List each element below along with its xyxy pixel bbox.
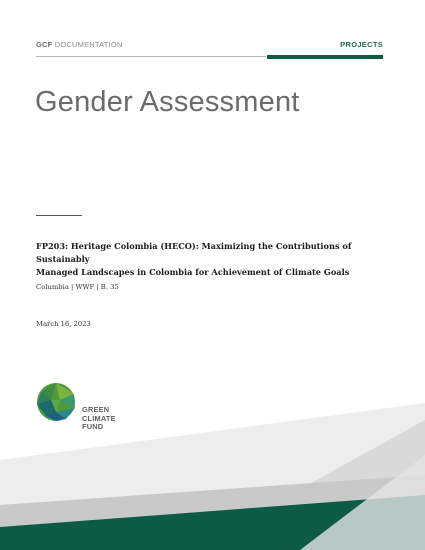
- page-title: Gender Assessment: [35, 86, 300, 118]
- logo-line-2: CLIMATE: [82, 413, 116, 423]
- header-category: PROJECTS: [340, 40, 383, 49]
- header-accent-bar: [267, 55, 383, 59]
- subject-line-1: FP203: Heritage Colombia (HECO): Maximizing the Contributions of Sustainably: [36, 241, 352, 264]
- logo-line-1: GREEN: [82, 405, 110, 414]
- header-label: [36, 40, 122, 49]
- document-subject: [36, 240, 396, 279]
- logo-line-3: FUND: [82, 422, 104, 432]
- subject-line-2: Managed Landscapes in Colombia for Achievement of Climate Goals: [36, 267, 350, 277]
- header-divider: [36, 56, 266, 57]
- header-section: DOCUMENTATION: [54, 40, 123, 49]
- document-meta: Columbia | WWF | B. 35: [36, 283, 119, 291]
- document-date: March 16, 2023: [36, 320, 91, 328]
- gcf-logo-text: [82, 406, 116, 432]
- section-divider: [36, 215, 82, 216]
- globe-icon: [37, 383, 75, 421]
- header-brand: GCF: [36, 40, 53, 49]
